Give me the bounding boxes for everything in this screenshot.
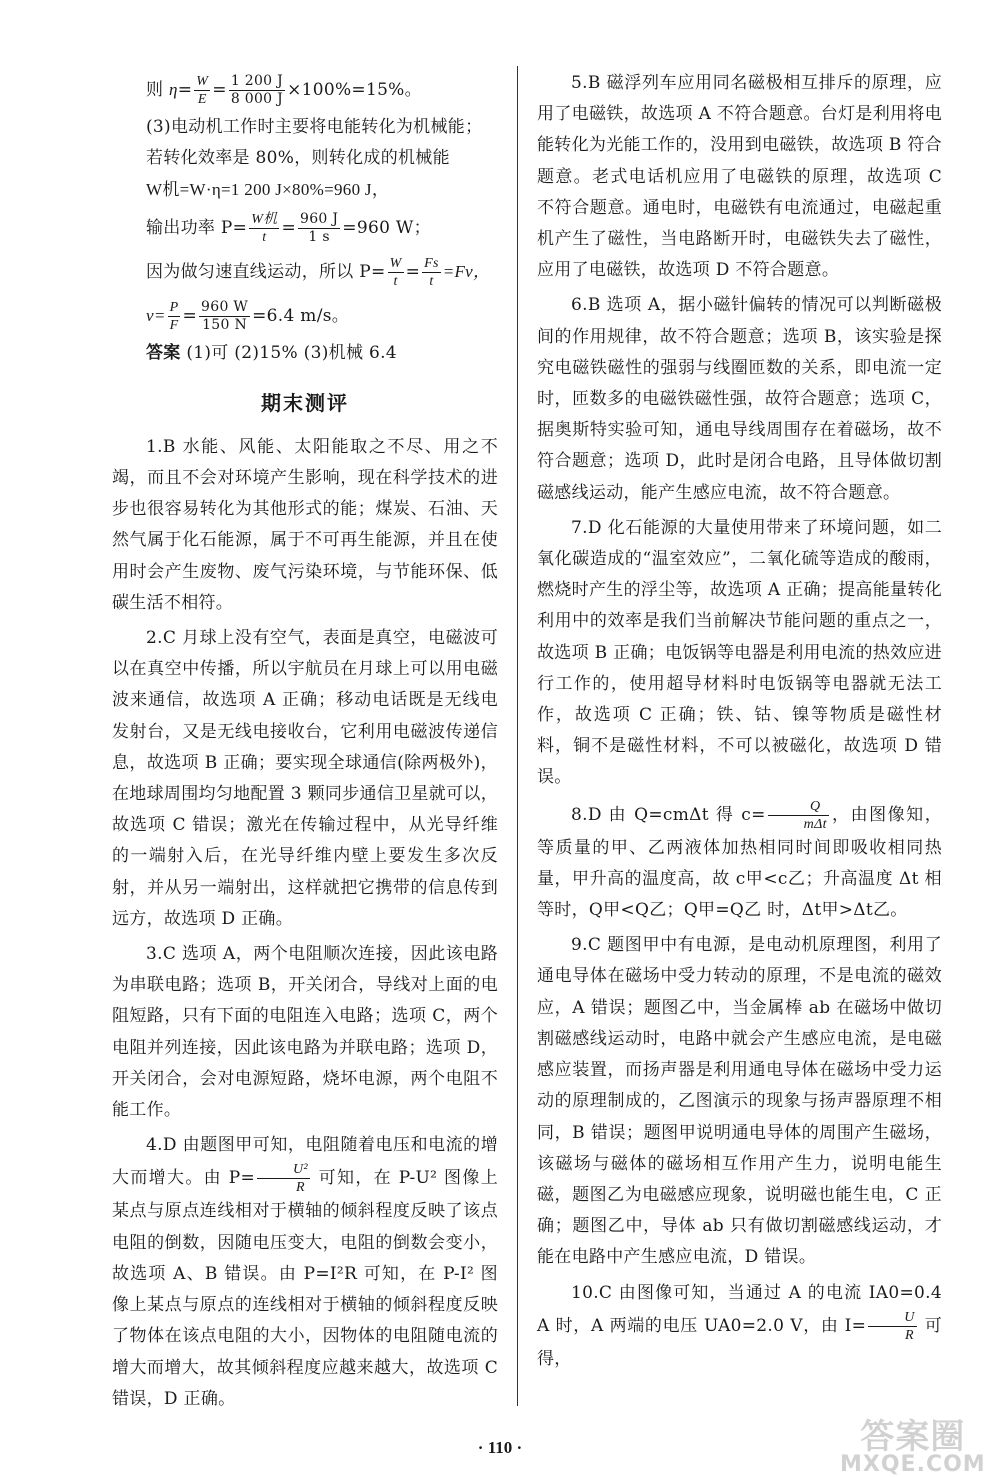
efficiency-formula	[112, 68, 498, 112]
velocity-formula	[112, 294, 498, 338]
velocity-result: =6.4 m/s。	[252, 305, 350, 326]
column-divider	[517, 66, 518, 1406]
answer-q2: 2.C 月球上没有空气，表面是真空，电磁波可以在真空中传播，所以宇航员在月球上可以用电磁波来通信，故选项 A 正确；移动电话既是无线电发射台，又是无线电接收台，它利用电磁波传递信息，故选项 B 正确；要实现全球通信(除两极外)，在地球周围均匀地配置 3 颗同步通信卫星就可以，故选项 C 错误；激光在传输过程中，从光导纤维的一端射入后，在光导纤维内壁上要发生多次反射，并从另一端射出，这样就把它携带的信息传到远方，故选项 D 正确。	[112, 628, 498, 929]
watermark-top: 答案圈	[860, 1417, 966, 1457]
numerator: P	[169, 299, 179, 315]
numerator: 1 200 J	[230, 73, 284, 89]
part3-line2: 若转化效率是 80%，则转化成的机械能	[146, 148, 450, 169]
denominator: t	[262, 229, 267, 245]
q4-text-b: 可知，在 P-U² 图像上某点与原点连线相对于横轴的倾斜程度反映了该点电阻的倒数，因随电压变大，电阻的倒数会变小，故选项 A、B 错误。由 P=I²R 可知，在 P-I² 图像上某点与原点的连线相对于横轴的倾斜程度反映了物体在该点电阻的大小，因物体的电阻随电流的增大而增大，故其倾斜程度应越来越大，故选项 C 错误，D 正确。	[112, 1168, 498, 1409]
equals-sign: =	[177, 80, 193, 100]
mechanical-energy-formula: W机=W·η=1 200 J×80%=960 J，	[146, 180, 390, 200]
denominator: E	[197, 92, 207, 107]
answer-line	[112, 338, 498, 369]
fraction-960j-1s	[298, 211, 340, 246]
fraction-u2-r	[257, 1161, 310, 1196]
answer-q5: 5.B 磁浮列车应用同名磁极相互排斥的原理，应用了电磁铁，故选项 A 不符合题意。台灯是利用将电能转化为光能工作的，没用到电磁铁，故选项 B 符合题意。老式电话机应用了电磁铁的原理，故选项 C 不符合题意。通电时，电磁铁有电流通过，电磁起重机产生了磁性，当电路断开时，电磁铁失去了磁性，应用了电磁铁，故选项 D 不符合题意。	[537, 73, 942, 281]
uniform-motion-formula	[112, 250, 498, 294]
equals-sign: =	[405, 261, 421, 282]
numerator: U	[868, 1309, 916, 1327]
denominator: R	[904, 1327, 914, 1343]
section-heading: 期末测评	[261, 390, 349, 415]
numerator: W机	[251, 211, 278, 227]
watermark-bottom: MXQE.COM	[840, 1452, 986, 1477]
answer-q9: 9.C 题图甲中有电源，是电动机原理图，利用了通电导体在磁场中受力转动的原理，不是电流的磁效应，A 错误；题图乙中，当金属棒 ab 在磁场中做切割磁感线运动时，电路中就会产生感应电流，是电磁感应装置，而扬声器是利用通电导体在磁场中受力运动的原理制成的，乙图演示的现象与扬声器原理不相同，B 错误；题图甲说明通电导体的周围产生磁场，该磁场与磁体的磁场相互作用产生力，说明电能生磁，题图乙为电磁感应现象，说明磁也能生电，C 正确；题图乙中，导体 ab 只有做切割磁感线运动，才能在电路中产生感应电流，D 错误。	[537, 935, 942, 1268]
fraction-p-f	[168, 299, 181, 334]
answer-q1: 1.B 水能、风能、太阳能取之不尽、用之不竭，而且不会对环境产生影响，现在科学技术的进步也很容易转化为其他形式的能；煤炭、石油、天然气属于化石能源，属于不可再生能源，并且在使用时会产生废物、废气污染环境，与节能环保、低碳生活不相符。	[112, 436, 498, 613]
denominator: t	[429, 273, 434, 289]
denominator: mΔt	[803, 816, 827, 832]
denominator: R	[296, 1180, 305, 1196]
efficiency-result: ×100%=15%。	[287, 80, 422, 100]
numerator: U²	[257, 1161, 310, 1179]
numerator: Q	[768, 798, 829, 816]
denominator: F	[169, 317, 179, 333]
equals-sign: =	[182, 305, 198, 326]
fraction-w-t	[388, 255, 404, 290]
denominator: 150 N	[202, 316, 248, 333]
q10-text-a: 10.C 由图像可知，当通过 A 的电流 IA0=0.4 A 时，A 两端的电压 UA0=2.0 V，由 I=	[537, 1282, 942, 1336]
denominator: t	[393, 273, 398, 289]
equals-sign: =	[281, 217, 296, 238]
right-column	[537, 68, 942, 1375]
left-column	[112, 68, 498, 1415]
denominator: 8 000 J	[230, 91, 284, 107]
fraction-fs-t	[422, 255, 441, 290]
equals-sign: =	[212, 80, 227, 100]
power-result: =960 W；	[342, 217, 431, 238]
answer-q7: 7.D 化石能源的大量使用带来了环境问题，如二氧化碳造成的“温室效应”，二氧化硫等造成的酸雨，燃烧时产生的浮尘等，故选项 A 正确；提高能量转化利用中的效率是我们当前解决节能问题的重点之一，故选项 B 正确；电饭锅等电器是利用电流的热效应进行工作的，使用超导材料时电饭锅等电器就无法工作，故选项 C 正确；铁、钴、镍等物质是磁性材料，铜不是磁性材料，不可以被磁化，故选项 D 错误。	[537, 517, 942, 788]
q8-text-a: 8.D 由 Q=cmΔt 得 c=	[571, 804, 766, 825]
watermark-logo	[840, 1417, 986, 1477]
fraction-960w-150n	[199, 299, 250, 334]
numerator: W	[196, 74, 209, 89]
answer-q3: 3.C 选项 A，两个电阻顺次连接，因此该电路为串联电路；选项 B，开关闭合，导线对上面的电阻短路，只有下面的电阻连入电路；选项 C，两个电阻并列连接，因此该电路为并联电路；选项 D，开关闭合，会对电源短路，烧坏电源，两个电阻不能工作。	[112, 944, 498, 1121]
answer-q10	[537, 1278, 942, 1375]
numerator: W	[389, 255, 402, 271]
fraction-q-mdt	[768, 798, 829, 833]
q4-text-a: 4.D 由题图甲可知，电阻随着电压和电流的增大而增大。由 P=	[112, 1135, 498, 1189]
answer-label: 答案	[146, 342, 181, 363]
power-prefix: 输出功率 P=	[146, 217, 248, 238]
eta-symbol: η	[169, 80, 178, 99]
answer-q4	[112, 1130, 498, 1415]
fraction-energy	[229, 73, 285, 108]
answer-q6: 6.B 选项 A，据小磁针偏转的情况可以判断磁极间的作用规律，故不符合题意；选项 B，该实验是探究电磁铁磁性的强弱与线圈匝数的关系，即电流一定时，匝数多的电磁铁磁性强，故符合题意；选项 C，据奥斯特实验可知，通电导线周围存在着磁场，故不符合题意；选项 D，此时是闭合电路，且导体做切割磁感线运动，能产生感应电流，故不符合题意。	[537, 295, 942, 503]
numerator: Fs	[424, 255, 439, 271]
numerator: 960 W	[201, 298, 249, 315]
output-power-formula	[112, 206, 498, 250]
page-number: · 110 ·	[477, 1438, 523, 1457]
fraction-u-r	[868, 1309, 916, 1344]
part3-line1: (3)电动机工作时主要将电能转化为机械能；	[146, 117, 483, 137]
uniform-result: =Fv，	[442, 261, 491, 281]
q8-text-b: ，由图像知，等质量的甲、乙两液体加热相同时间即吸收相同热量，甲升高的温度高，故 c甲<c乙；升高温度 Δt 相等时，Q甲<Q乙；Q甲=Q乙 时，Δt甲>Δt乙。	[537, 804, 942, 921]
efficiency-prefix: 则	[146, 80, 170, 100]
fraction-w-over-t	[249, 211, 279, 246]
answer-q8	[537, 798, 942, 927]
answer-text: (1)可 (2)15% (3)机械 6.4	[180, 342, 397, 363]
velocity-prefix: v=	[146, 305, 166, 325]
numerator: 960 J	[300, 210, 339, 227]
q10-text-b: 可得，	[537, 1315, 942, 1369]
denominator: 1 s	[308, 228, 330, 245]
uniform-prefix: 因为做匀速直线运动，所以 P=	[146, 261, 386, 282]
fraction-w-over-e	[194, 73, 210, 108]
